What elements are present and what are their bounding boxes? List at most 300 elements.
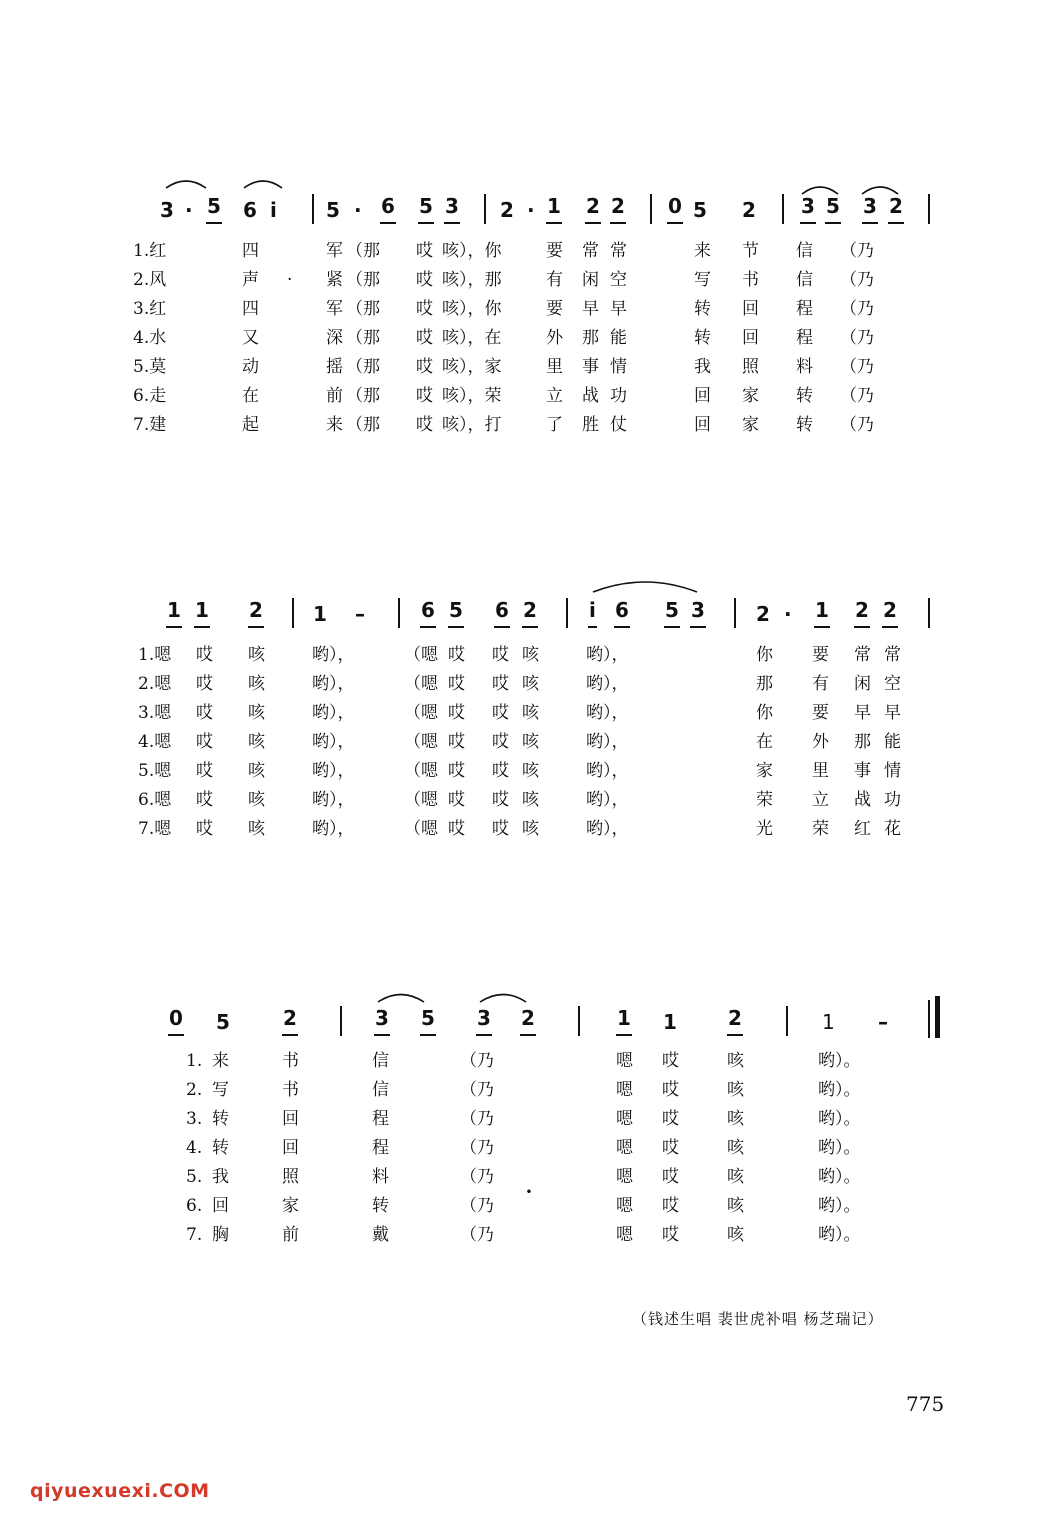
lyric: 情 — [884, 761, 901, 781]
lyric: 哎 — [662, 1196, 679, 1216]
lyric: 里 — [546, 357, 563, 377]
lyric-line — [0, 1133, 1062, 1163]
lyric: （乃 — [840, 386, 874, 406]
lyric: 花 — [884, 819, 901, 839]
lyric: （乃 — [460, 1196, 494, 1216]
lyric: 动 — [242, 357, 259, 377]
lyric: 哟）， — [586, 732, 629, 752]
lyric: 家 — [282, 1196, 299, 1216]
lyric: 5.莫 — [133, 357, 167, 377]
lyric: 程 — [372, 1109, 389, 1129]
note: 2 — [520, 1002, 536, 1036]
note-dash: – — [878, 1010, 888, 1034]
lyric: 哟）。 — [818, 1138, 861, 1158]
lyric: （嗯 — [404, 790, 438, 810]
lyric: 紧 — [326, 270, 343, 290]
lyric: （嗯 — [404, 703, 438, 723]
lyric: 哎 — [662, 1138, 679, 1158]
note: 2 — [522, 594, 538, 628]
note: 6 — [614, 594, 630, 628]
site-watermark: qiyuexuexi.COM — [30, 1480, 210, 1502]
lyric: 闲 — [582, 270, 599, 290]
lyric: 你 — [756, 645, 773, 665]
lyric: （嗯 — [404, 819, 438, 839]
lyric: 4.水 — [133, 328, 167, 348]
lyric: 咳），家 — [442, 357, 502, 377]
note: 1 — [166, 594, 182, 628]
lyric: 7. — [186, 1225, 203, 1245]
lyric: 那 — [756, 674, 773, 694]
lyric: 咳 — [522, 645, 539, 665]
page-number: 775 — [906, 1392, 945, 1416]
lyric: 要 — [546, 241, 563, 261]
lyric: 哟）， — [312, 703, 355, 723]
lyric: 书 — [282, 1080, 299, 1100]
lyric-line — [0, 1191, 1062, 1221]
lyric: 常 — [610, 241, 627, 261]
notation-line — [0, 190, 1062, 230]
note: 3 — [862, 190, 878, 224]
lyric: 哟）。 — [818, 1109, 861, 1129]
slur-mark — [242, 176, 284, 190]
lyric: 咳 — [522, 761, 539, 781]
note: 2 — [888, 190, 904, 224]
final-bar-line — [928, 1000, 930, 1038]
lyric: 哎 — [492, 819, 509, 839]
lyric: 哟）。 — [818, 1051, 861, 1071]
note: 3 — [476, 1002, 492, 1036]
lyric: 2.嗯 — [138, 674, 172, 694]
lyric: 立 — [812, 790, 829, 810]
lyric: 1. — [186, 1051, 203, 1071]
lyric: 4. — [186, 1138, 203, 1158]
lyric: 咳），在 — [442, 328, 502, 348]
lyric: （乃 — [460, 1225, 494, 1245]
lyric: 咳 — [522, 819, 539, 839]
lyric: 常 — [884, 645, 901, 665]
lyric: 哟）， — [586, 703, 629, 723]
lyric: 军 — [326, 241, 343, 261]
note: 3 — [160, 198, 174, 222]
lyric: 能 — [610, 328, 627, 348]
lyric: 回 — [694, 386, 711, 406]
note: 6 — [420, 594, 436, 628]
lyric: 回 — [742, 299, 759, 319]
lyric: 来 — [212, 1051, 229, 1071]
note: 5 — [693, 198, 707, 222]
note: 2 — [742, 198, 756, 222]
bar-line — [782, 194, 784, 224]
bar-line — [650, 194, 652, 224]
lyric-line — [0, 727, 1062, 757]
bar-line — [734, 598, 736, 628]
lyric: 咳），荣 — [442, 386, 502, 406]
note-dash: – — [355, 602, 365, 626]
lyric: 哎 — [416, 299, 433, 319]
lyric: 咳 — [248, 645, 265, 665]
lyric: 嗯 — [616, 1109, 633, 1129]
lyric: 哎 — [492, 790, 509, 810]
lyric: 前 — [282, 1225, 299, 1245]
lyric: （乃 — [460, 1080, 494, 1100]
lyric-line — [0, 814, 1062, 844]
lyric: 声 — [242, 270, 259, 290]
lyric: 哎 — [662, 1167, 679, 1187]
lyric: 2. — [186, 1080, 203, 1100]
lyric: 有 — [546, 270, 563, 290]
lyric: 转 — [796, 415, 813, 435]
lyric: （那 — [346, 270, 380, 290]
lyric-line — [0, 698, 1062, 728]
lyric: 家 — [742, 386, 759, 406]
lyric: 哎 — [416, 357, 433, 377]
lyric: 哎 — [448, 761, 465, 781]
lyric: 事 — [854, 761, 871, 781]
lyric: 3.红 — [133, 299, 167, 319]
note: 5 — [418, 190, 434, 224]
lyric: 能 — [884, 732, 901, 752]
lyric: 哎 — [448, 674, 465, 694]
lyric: 咳 — [727, 1109, 744, 1129]
lyric: 咳 — [727, 1051, 744, 1071]
lyric: （嗯 — [404, 732, 438, 752]
lyric: 哎 — [448, 732, 465, 752]
lyric: 战 — [854, 790, 871, 810]
lyric: 咳 — [727, 1080, 744, 1100]
lyric: 6.嗯 — [138, 790, 172, 810]
lyric: （那 — [346, 357, 380, 377]
lyric: 哎 — [448, 819, 465, 839]
lyric: 转 — [694, 299, 711, 319]
lyric: 哎 — [196, 674, 213, 694]
lyric: 战 — [582, 386, 599, 406]
lyric-line — [0, 1220, 1062, 1250]
octave-dot: • — [525, 1187, 533, 1198]
lyric: 哟）， — [586, 674, 629, 694]
lyric: （那 — [346, 328, 380, 348]
lyric-line — [0, 640, 1062, 670]
lyric: 嗯 — [616, 1196, 633, 1216]
bar-line — [340, 1006, 342, 1036]
note: i — [270, 198, 277, 222]
note: 2 — [854, 594, 870, 628]
lyric: 书 — [282, 1051, 299, 1071]
lyric: · — [287, 270, 293, 290]
lyric: （乃 — [840, 270, 874, 290]
lyric: 咳 — [727, 1138, 744, 1158]
lyric: （乃 — [840, 299, 874, 319]
lyric: 回 — [282, 1138, 299, 1158]
lyric: 回 — [212, 1196, 229, 1216]
note: i — [588, 594, 597, 628]
note-dot: · — [784, 602, 792, 626]
lyric: 功 — [884, 790, 901, 810]
lyric: 信 — [796, 241, 813, 261]
lyric: 哎 — [492, 674, 509, 694]
lyric: 外 — [546, 328, 563, 348]
lyric: 哎 — [416, 328, 433, 348]
lyric: 空 — [610, 270, 627, 290]
note: 2 — [756, 602, 770, 626]
bar-line — [566, 598, 568, 628]
lyric: 咳），你 — [442, 299, 502, 319]
lyric: （那 — [346, 241, 380, 261]
note: 1 — [313, 602, 327, 626]
note: 6 — [380, 190, 396, 224]
lyric: 料 — [796, 357, 813, 377]
lyric: 早 — [582, 299, 599, 319]
lyric: 咳 — [248, 819, 265, 839]
lyric: 戴 — [372, 1225, 389, 1245]
lyric: 情 — [610, 357, 627, 377]
lyric: 咳），那 — [442, 270, 502, 290]
lyric-line — [0, 352, 1062, 382]
lyric: （乃 — [840, 357, 874, 377]
note: 3 — [444, 190, 460, 224]
lyric: 早 — [854, 703, 871, 723]
lyric: 5. — [186, 1167, 203, 1187]
lyric: 哎 — [196, 790, 213, 810]
lyric: 胸 — [212, 1225, 229, 1245]
note: 2 — [882, 594, 898, 628]
lyric: 程 — [796, 299, 813, 319]
note: 1 — [822, 1010, 835, 1034]
lyric: 哟）， — [312, 674, 355, 694]
lyric-line — [0, 294, 1062, 324]
lyric: 回 — [742, 328, 759, 348]
note: 1 — [546, 190, 562, 224]
lyric: 功 — [610, 386, 627, 406]
lyric: 嗯 — [616, 1225, 633, 1245]
lyric: 哎 — [416, 415, 433, 435]
lyric: 哎 — [448, 703, 465, 723]
lyric: 红 — [854, 819, 871, 839]
lyric-line — [0, 756, 1062, 786]
bar-line — [484, 194, 486, 224]
lyric: 转 — [212, 1109, 229, 1129]
lyric: 在 — [756, 732, 773, 752]
lyric: 料 — [372, 1167, 389, 1187]
lyric: 哎 — [416, 386, 433, 406]
lyric: 1.嗯 — [138, 645, 172, 665]
lyric: 又 — [242, 328, 259, 348]
lyric: 哎 — [662, 1109, 679, 1129]
lyric: 我 — [212, 1167, 229, 1187]
lyric: 咳 — [248, 761, 265, 781]
lyric: 哟）， — [586, 645, 629, 665]
lyric: （嗯 — [404, 761, 438, 781]
bar-line — [292, 598, 294, 628]
lyric: 咳 — [522, 790, 539, 810]
lyric: 早 — [610, 299, 627, 319]
lyric: 咳 — [248, 790, 265, 810]
note-dot: · — [354, 198, 362, 222]
note: 2 — [585, 190, 601, 224]
note: 2 — [248, 594, 264, 628]
note: 3 — [690, 594, 706, 628]
lyric: 哎 — [196, 732, 213, 752]
lyric: 3. — [186, 1109, 203, 1129]
bar-line — [578, 1006, 580, 1036]
slur-mark — [164, 176, 208, 190]
lyric: 哟）， — [586, 819, 629, 839]
lyric: 照 — [282, 1167, 299, 1187]
lyric: 4.嗯 — [138, 732, 172, 752]
lyric: 咳 — [248, 674, 265, 694]
lyric: 来 — [694, 241, 711, 261]
lyric: 7.嗯 — [138, 819, 172, 839]
lyric: 荣 — [812, 819, 829, 839]
note: 5 — [206, 190, 222, 224]
lyric: 6. — [186, 1196, 203, 1216]
lyric-line — [0, 785, 1062, 815]
lyric: （那 — [346, 299, 380, 319]
lyric: 起 — [242, 415, 259, 435]
lyric: 前 — [326, 386, 343, 406]
lyric: 哎 — [448, 790, 465, 810]
lyric: 那 — [854, 732, 871, 752]
lyric: 哎 — [416, 241, 433, 261]
lyric: 2.风 — [133, 270, 167, 290]
lyric: 常 — [582, 241, 599, 261]
lyric-line — [0, 669, 1062, 699]
lyric: （那 — [346, 415, 380, 435]
lyric: （乃 — [840, 328, 874, 348]
lyric: 哎 — [492, 645, 509, 665]
lyric: 哎 — [196, 819, 213, 839]
lyric: 哎 — [196, 761, 213, 781]
note: 1 — [814, 594, 830, 628]
lyric: 来 — [326, 415, 343, 435]
lyric: 咳），你 — [442, 241, 502, 261]
lyric: （嗯 — [404, 674, 438, 694]
lyric: 咳 — [522, 732, 539, 752]
lyric: 荣 — [756, 790, 773, 810]
lyric: 咳 — [522, 674, 539, 694]
note: 5 — [825, 190, 841, 224]
lyric: 咳 — [727, 1196, 744, 1216]
lyric: 四 — [242, 241, 259, 261]
lyric: 照 — [742, 357, 759, 377]
note: 1 — [194, 594, 210, 628]
notation-line — [0, 1002, 1062, 1042]
lyric: 节 — [742, 241, 759, 261]
lyric: 哎 — [492, 732, 509, 752]
lyric: （乃 — [460, 1109, 494, 1129]
note: 3 — [374, 1002, 390, 1036]
lyric: 写 — [694, 270, 711, 290]
slur-mark — [590, 578, 700, 594]
lyric: 立 — [546, 386, 563, 406]
lyric: 信 — [372, 1080, 389, 1100]
lyric: 四 — [242, 299, 259, 319]
lyric: 哟）， — [586, 761, 629, 781]
lyric: 要 — [812, 703, 829, 723]
lyric: 哟）， — [312, 645, 355, 665]
lyric: （乃 — [460, 1138, 494, 1158]
note: 1 — [663, 1010, 677, 1034]
lyric: 嗯 — [616, 1138, 633, 1158]
lyric: 那 — [582, 328, 599, 348]
bar-line — [312, 194, 314, 224]
lyric: （乃 — [460, 1167, 494, 1187]
lyric: 1.红 — [133, 241, 167, 261]
lyric: 哎 — [448, 645, 465, 665]
lyric: 咳 — [522, 703, 539, 723]
bar-line — [398, 598, 400, 628]
lyric-line — [0, 236, 1062, 266]
note: 5 — [326, 198, 340, 222]
lyric: 早 — [884, 703, 901, 723]
lyric: 哟）。 — [818, 1225, 861, 1245]
lyric-line — [0, 410, 1062, 440]
lyric: 摇 — [326, 357, 343, 377]
lyric: 哟）， — [586, 790, 629, 810]
lyric: 转 — [796, 386, 813, 406]
lyric: 哟）， — [312, 819, 355, 839]
lyric-line — [0, 1104, 1062, 1134]
note: 2 — [500, 198, 514, 222]
lyric: 哟）。 — [818, 1196, 861, 1216]
note: 2 — [727, 1002, 743, 1036]
lyric: 嗯 — [616, 1167, 633, 1187]
note: 2 — [610, 190, 626, 224]
lyric: 要 — [812, 645, 829, 665]
lyric: 你 — [756, 703, 773, 723]
note-dot: · — [527, 198, 535, 222]
lyric: 常 — [854, 645, 871, 665]
lyric: 回 — [694, 415, 711, 435]
performer-credit: （钱述生唱 裴世虎补唱 杨芝瑞记） — [632, 1310, 884, 1328]
lyric: 咳 — [727, 1225, 744, 1245]
lyric: 信 — [372, 1051, 389, 1071]
bar-line — [928, 194, 930, 224]
lyric: 家 — [756, 761, 773, 781]
note: 1 — [616, 1002, 632, 1036]
lyric: 咳），打 — [442, 415, 502, 435]
lyric-line — [0, 1162, 1062, 1192]
note: 5 — [216, 1010, 230, 1034]
lyric: 哎 — [492, 703, 509, 723]
lyric: 家 — [742, 415, 759, 435]
lyric: （嗯 — [404, 645, 438, 665]
lyric: 哎 — [492, 761, 509, 781]
lyric: 程 — [372, 1138, 389, 1158]
lyric: 哟）。 — [818, 1080, 861, 1100]
lyric: 事 — [582, 357, 599, 377]
lyric: 嗯 — [616, 1051, 633, 1071]
lyric: 转 — [372, 1196, 389, 1216]
lyric-line — [0, 265, 1062, 295]
lyric: 仗 — [610, 415, 627, 435]
lyric: 哟）， — [312, 761, 355, 781]
lyric: 哟）， — [312, 732, 355, 752]
lyric-line — [0, 381, 1062, 411]
lyric: 转 — [694, 328, 711, 348]
lyric-line — [0, 1075, 1062, 1105]
lyric: 哎 — [662, 1051, 679, 1071]
lyric: 写 — [212, 1080, 229, 1100]
lyric: 哟）， — [312, 790, 355, 810]
lyric: 书 — [742, 270, 759, 290]
lyric: 胜 — [582, 415, 599, 435]
lyric: 转 — [212, 1138, 229, 1158]
final-bar-line-thick — [935, 996, 940, 1038]
lyric: 哎 — [662, 1225, 679, 1245]
lyric: 在 — [242, 386, 259, 406]
lyric: 光 — [756, 819, 773, 839]
lyric: 咳 — [248, 703, 265, 723]
